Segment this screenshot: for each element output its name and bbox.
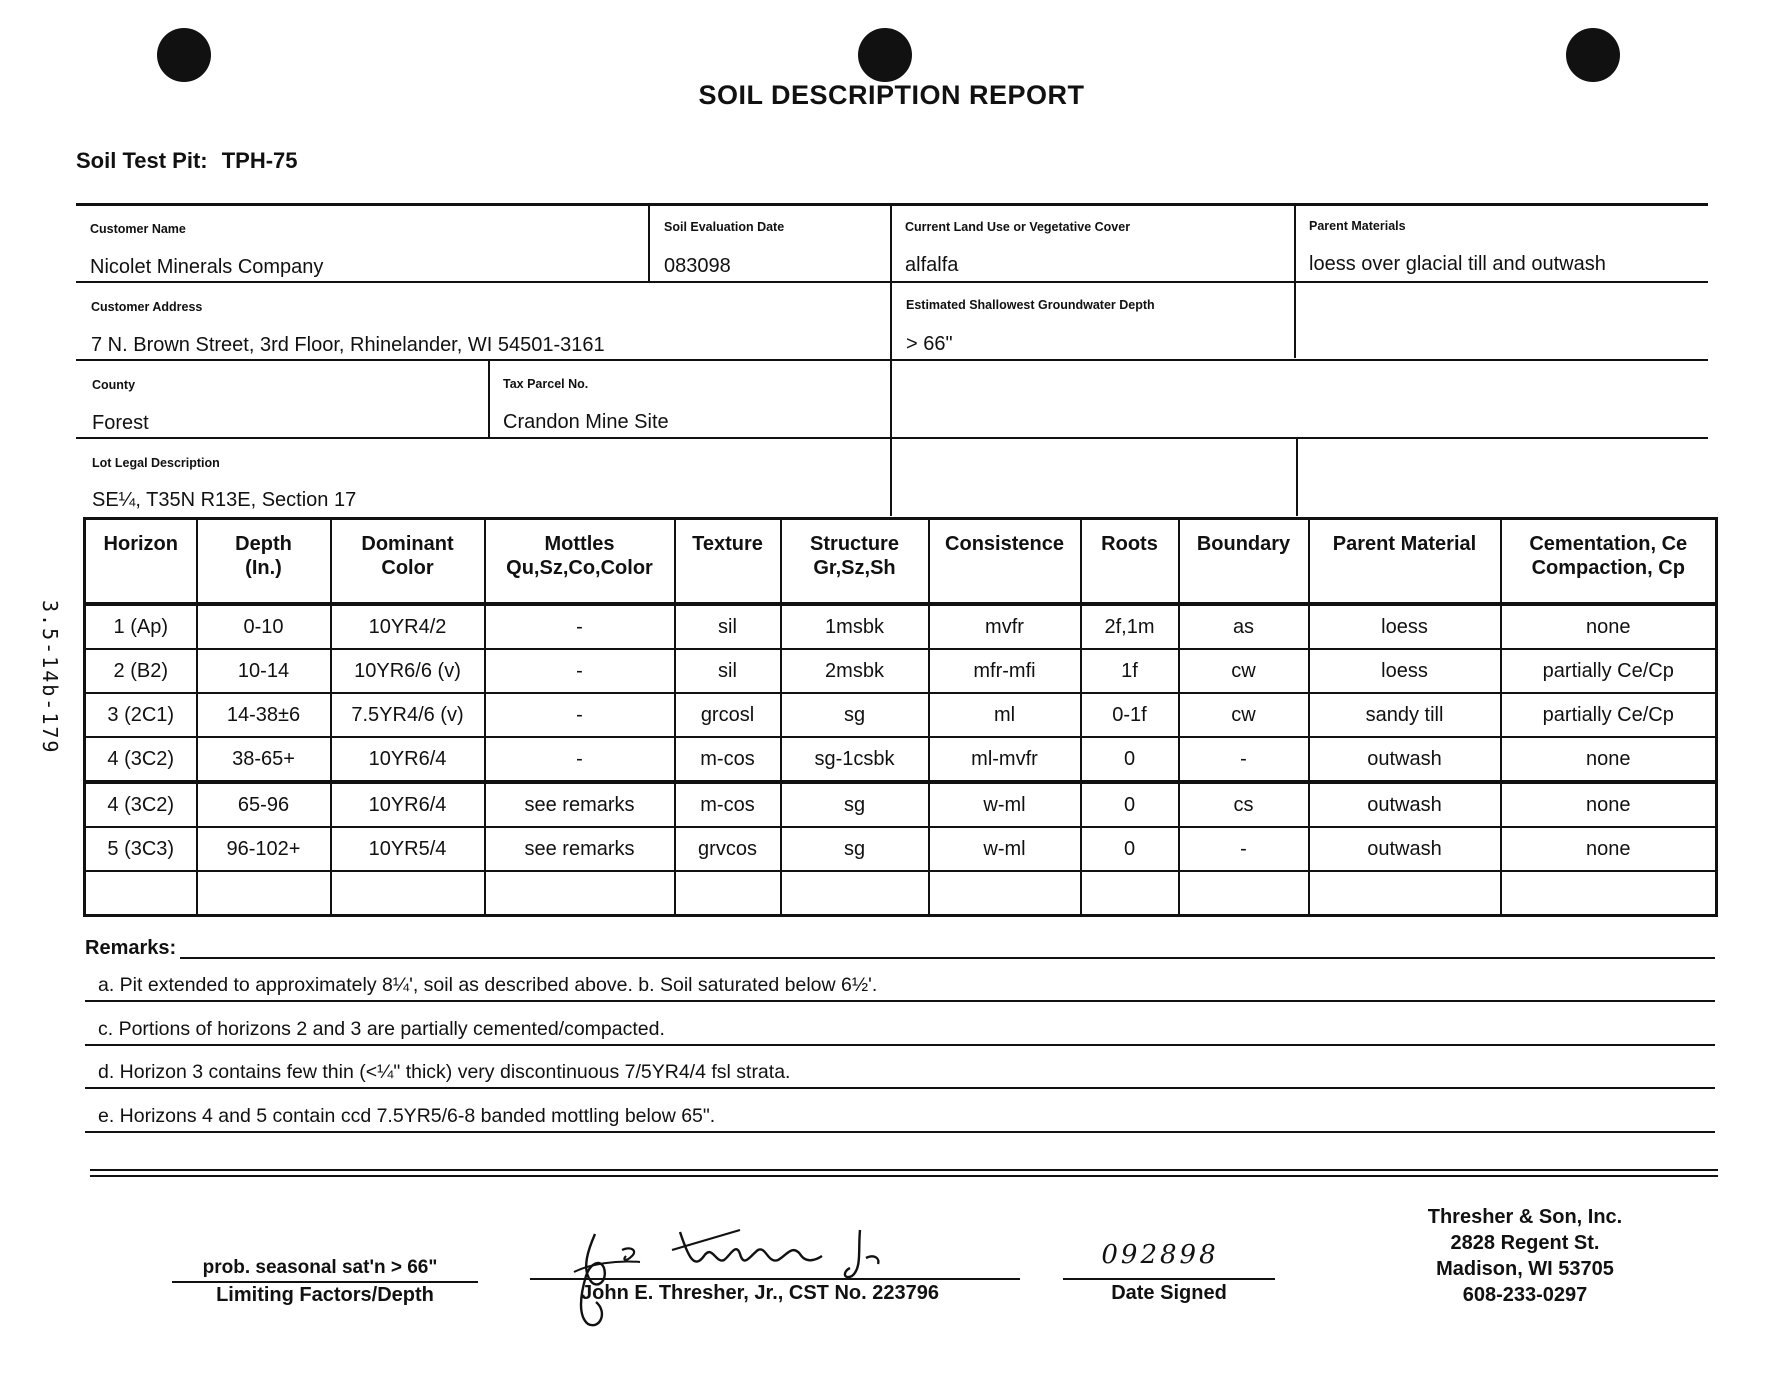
table-cell: sg	[781, 827, 929, 871]
soil-test-pit	[76, 148, 298, 174]
side-note: 3.5-14b-179	[38, 600, 62, 755]
table-cell: sil	[675, 649, 781, 693]
column-header-3	[485, 519, 675, 605]
table-cell: 10YR6/4	[331, 782, 485, 827]
table-cell: 10YR4/2	[331, 604, 485, 649]
table-cell	[485, 871, 675, 916]
soil-horizon-table	[83, 517, 1718, 917]
table-cell: 1 (Ap)	[85, 604, 197, 649]
table-cell	[331, 871, 485, 916]
table-cell: cw	[1179, 649, 1309, 693]
groundwater-depth-label: Estimated Shallowest Groundwater Depth	[906, 298, 1155, 312]
county-value: Forest	[92, 412, 149, 434]
table-cell: m-cos	[675, 782, 781, 827]
table-cell: 10YR6/4	[331, 737, 485, 782]
table-cell: outwash	[1309, 737, 1501, 782]
table-cell: m-cos	[675, 737, 781, 782]
table-cell: 96-102+	[197, 827, 331, 871]
table-row	[85, 737, 1717, 782]
date-line	[1063, 1278, 1275, 1280]
table-row	[85, 649, 1717, 693]
table-cell: none	[1501, 782, 1717, 827]
remark-line-d: d. Horizon 3 contains few thin (<¼" thick) very discontinuous 7/5YR4/4 fsl strata.	[98, 1061, 791, 1083]
table-cell	[85, 871, 197, 916]
column-header-line: Compaction, Cp	[1531, 557, 1685, 579]
county-label: County	[92, 378, 136, 392]
table-cell: 0-1f	[1081, 693, 1179, 737]
table-cell: sil	[675, 604, 781, 649]
table-cell: mvfr	[929, 604, 1081, 649]
company-address	[1400, 1204, 1650, 1308]
table-cell: -	[1179, 737, 1309, 782]
column-header-4	[675, 519, 781, 605]
table-cell: -	[485, 693, 675, 737]
table-cell: cs	[1179, 782, 1309, 827]
table-cell: -	[485, 649, 675, 693]
limiting-factors-value: prob. seasonal sat'n > 66"	[202, 1257, 438, 1278]
customer-address-label: Customer Address	[91, 300, 203, 314]
table-cell	[929, 871, 1081, 916]
table-cell: 38-65+	[197, 737, 331, 782]
table-cell	[1081, 871, 1179, 916]
company-name: Thresher & Son, Inc.	[1427, 1206, 1623, 1228]
table-cell: w-ml	[929, 782, 1081, 827]
table-cell	[781, 871, 929, 916]
table-cell: 0-10	[197, 604, 331, 649]
soil-evaluation-date-label: Soil Evaluation Date	[664, 220, 785, 234]
punch-hole-right	[1566, 28, 1620, 82]
column-header-line: Structure	[810, 533, 899, 555]
column-header-line: Parent Material	[1332, 533, 1477, 555]
table-cell: -	[485, 604, 675, 649]
soil-evaluation-date-value: 083098	[664, 255, 731, 277]
handwritten-signature	[560, 1220, 960, 1330]
table-cell: 7.5YR4/6 (v)	[331, 693, 485, 737]
limiting-factors-label: Limiting Factors/Depth	[216, 1284, 434, 1306]
table-cell: 1msbk	[781, 604, 929, 649]
table-cell	[1179, 871, 1309, 916]
page-title: SOIL DESCRIPTION REPORT	[698, 80, 1085, 110]
table-cell: 10-14	[197, 649, 331, 693]
column-header-line: Horizon	[103, 533, 178, 555]
table-cell: grvcos	[675, 827, 781, 871]
table-cell	[675, 871, 781, 916]
signer-name: John E. Thresher, Jr., CST No. 223796	[581, 1282, 939, 1304]
soil-test-pit-value: TPH-75	[221, 148, 298, 173]
table-cell: sg	[781, 693, 929, 737]
land-use-value: alfalfa	[905, 254, 959, 276]
table-cell: 0	[1081, 827, 1179, 871]
column-header-7	[1081, 519, 1179, 605]
table-cell: 2 (B2)	[85, 649, 197, 693]
date-signed-label: Date Signed	[1111, 1282, 1227, 1304]
remarks-label: Remarks:	[85, 937, 177, 959]
company-phone: 608-233-0297	[1462, 1284, 1588, 1306]
company-city: Madison, WI 53705	[1436, 1258, 1614, 1280]
company-street: 2828 Regent St.	[1450, 1232, 1600, 1254]
table-cell: see remarks	[485, 782, 675, 827]
column-header-line: (In.)	[245, 557, 282, 579]
column-header-2	[331, 519, 485, 605]
column-header-line: Cementation, Ce	[1529, 533, 1688, 555]
remark-line-a: a. Pit extended to approximately 8¼', soil as described above. b. Soil saturated below 6½'.	[98, 974, 878, 996]
table-row	[85, 693, 1717, 737]
remarks-rule-0	[180, 957, 1715, 959]
form-divider-b	[890, 203, 892, 516]
form-divider-d	[1296, 437, 1298, 516]
footer-double-rule-top	[90, 1169, 1718, 1171]
parent-materials-label: Parent Materials	[1309, 219, 1406, 233]
column-header-9	[1309, 519, 1501, 605]
table-cell	[1309, 871, 1501, 916]
remarks-rule-1	[85, 1000, 1715, 1002]
table-cell: mfr-mfi	[929, 649, 1081, 693]
column-header-line: Boundary	[1196, 533, 1291, 555]
table-cell: ml	[929, 693, 1081, 737]
lot-legal-label: Lot Legal Description	[92, 456, 220, 470]
punch-hole-left	[157, 28, 211, 82]
customer-address-value: 7 N. Brown Street, 3rd Floor, Rhinelander, WI 54501-3161	[91, 334, 605, 356]
column-header-6	[929, 519, 1081, 605]
table-cell: as	[1179, 604, 1309, 649]
date-signed-value: 092898	[1101, 1240, 1219, 1270]
table-row	[85, 604, 1717, 649]
table-cell: 14-38±6	[197, 693, 331, 737]
table-cell: ml-mvfr	[929, 737, 1081, 782]
table-cell: w-ml	[929, 827, 1081, 871]
tax-parcel-label: Tax Parcel No.	[503, 377, 589, 391]
remark-line-e: e. Horizons 4 and 5 contain ccd 7.5YR5/6-8 banded mottling below 65".	[98, 1105, 716, 1127]
table-cell: cw	[1179, 693, 1309, 737]
table-cell: none	[1501, 737, 1717, 782]
column-header-0	[85, 519, 197, 605]
table-cell: -	[1179, 827, 1309, 871]
table-cell	[197, 871, 331, 916]
table-cell: 1f	[1081, 649, 1179, 693]
column-header-5	[781, 519, 929, 605]
table-cell: sandy till	[1309, 693, 1501, 737]
footer-double-rule-bottom	[90, 1175, 1718, 1177]
table-cell: none	[1501, 827, 1717, 871]
column-header-8	[1179, 519, 1309, 605]
remarks-rule-2	[85, 1044, 1715, 1046]
table-row	[85, 871, 1717, 916]
table-cell: see remarks	[485, 827, 675, 871]
form-rule-1	[76, 281, 1708, 283]
form-divider-a	[648, 203, 650, 281]
table-cell: 65-96	[197, 782, 331, 827]
limiting-factors-line	[172, 1281, 478, 1283]
customer-name-label: Customer Name	[90, 222, 186, 236]
table-cell: outwash	[1309, 782, 1501, 827]
form-rule-3	[76, 437, 1708, 439]
punch-hole-center	[858, 28, 912, 82]
table-cell	[1501, 871, 1717, 916]
table-cell: none	[1501, 604, 1717, 649]
tax-parcel-value: Crandon Mine Site	[503, 411, 669, 433]
table-cell: 0	[1081, 737, 1179, 782]
table-cell: sg	[781, 782, 929, 827]
column-header-10	[1501, 519, 1717, 605]
column-header-line: Dominant	[361, 533, 454, 555]
signature-line	[530, 1278, 1020, 1280]
soil-test-pit-label: Soil Test Pit:	[76, 148, 208, 173]
land-use-label: Current Land Use or Vegetative Cover	[905, 220, 1131, 234]
groundwater-depth-value: > 66"	[906, 333, 953, 355]
table-cell: outwash	[1309, 827, 1501, 871]
column-header-line: Color	[381, 557, 434, 579]
table-cell: sg-1csbk	[781, 737, 929, 782]
table-cell: 10YR6/6 (v)	[331, 649, 485, 693]
column-header-line: Mottles	[544, 533, 615, 555]
column-header-line: Depth	[235, 533, 292, 555]
form-rule-2	[76, 359, 1708, 361]
table-header-row	[85, 519, 1717, 605]
table-cell: loess	[1309, 604, 1501, 649]
table-cell: 0	[1081, 782, 1179, 827]
column-header-1	[197, 519, 331, 605]
parent-materials-value: loess over glacial till and outwash	[1309, 253, 1606, 275]
lot-legal-value: SE¼, T35N R13E, Section 17	[92, 489, 357, 511]
table-cell: grcosl	[675, 693, 781, 737]
table-row	[85, 782, 1717, 827]
table-cell: loess	[1309, 649, 1501, 693]
column-header-line: Gr,Sz,Sh	[813, 557, 896, 579]
remarks-rule-3	[85, 1087, 1715, 1089]
remarks-rule-4	[85, 1131, 1715, 1133]
table-cell: 2f,1m	[1081, 604, 1179, 649]
table-cell: -	[485, 737, 675, 782]
table-cell: 5 (3C3)	[85, 827, 197, 871]
table-cell: partially Ce/Cp	[1501, 693, 1717, 737]
form-divider-c	[1294, 203, 1296, 358]
table-row	[85, 827, 1717, 871]
column-header-line: Roots	[1101, 533, 1158, 555]
remark-line-c: c. Portions of horizons 2 and 3 are partially cemented/compacted.	[98, 1018, 665, 1040]
column-header-line: Qu,Sz,Co,Color	[506, 557, 653, 579]
column-header-line: Consistence	[945, 533, 1064, 555]
table-cell: 2msbk	[781, 649, 929, 693]
table-cell: partially Ce/Cp	[1501, 649, 1717, 693]
table-cell: 10YR5/4	[331, 827, 485, 871]
column-header-line: Texture	[692, 533, 763, 555]
form-top-rule	[76, 203, 1708, 206]
table-cell: 4 (3C2)	[85, 737, 197, 782]
table-cell: 4 (3C2)	[85, 782, 197, 827]
customer-name-value: Nicolet Minerals Company	[90, 256, 324, 278]
table-cell: 3 (2C1)	[85, 693, 197, 737]
form-divider-e	[488, 359, 490, 437]
